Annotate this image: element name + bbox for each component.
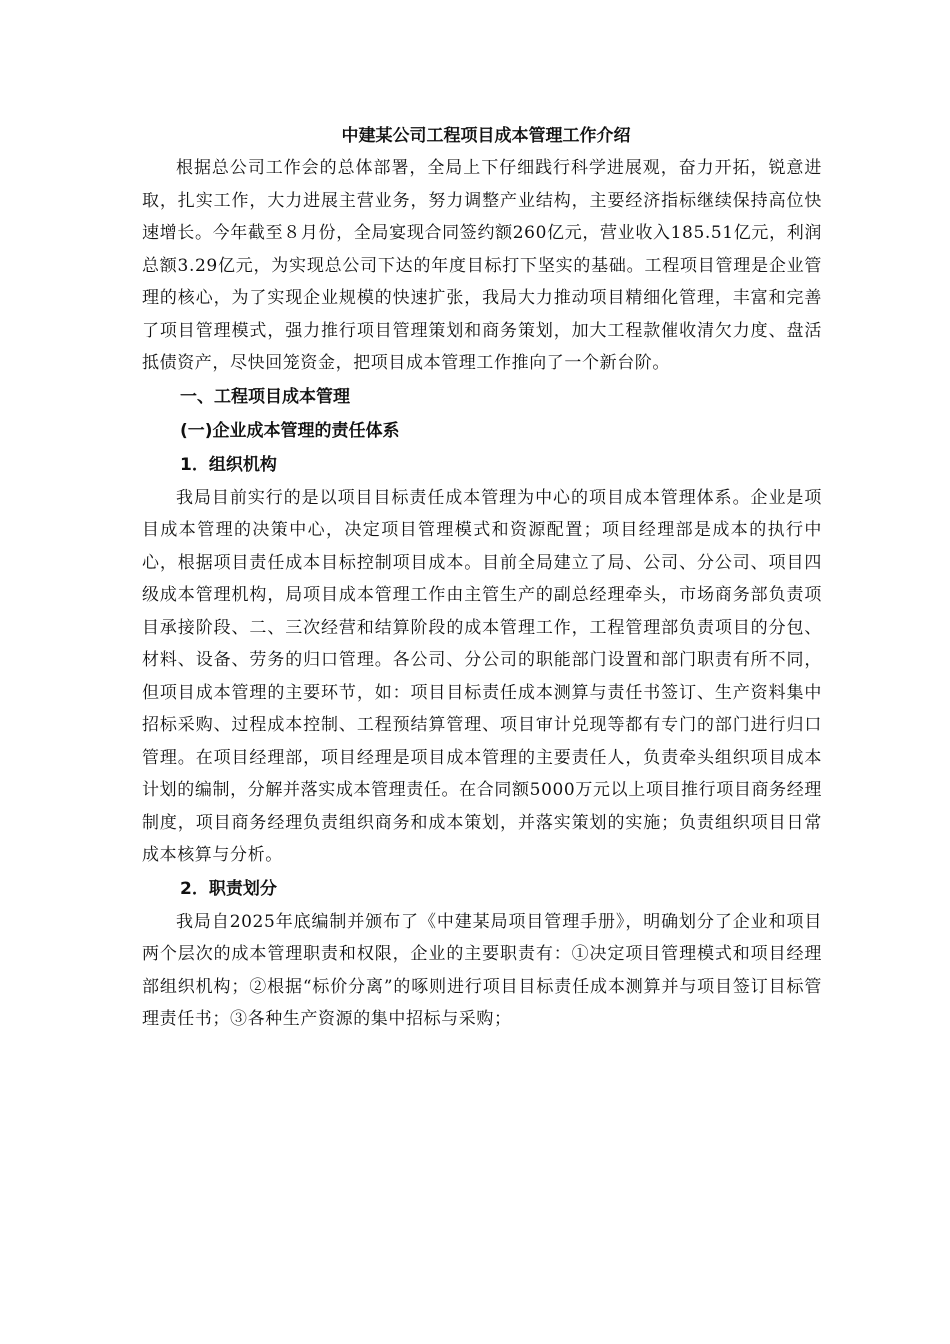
organization-paragraph: 我局目前实行的是以项目目标责任成本管理为中心的项目成本管理体系。企业是项目成本管理的决策中心，决定项目管理模式和资源配置；项目经理部是成本的执行中心，根据项目责任成本目标控制项目成本。目前全局建立了局、公司、分公司、项目四级成本管理机构，局项目成本管理工作由主管生产的副总经理牵头，市场商务部负责项目承接阶段、二、三次经营和结算阶段的成本管理工作，工程管理部负责项目的分包、材料、设备、劳务的归口管理。各公司、分公司的职能部门设置和部门职责有所不同，但项目成本管理的主要环节，如：项目目标责任成本测算与责任书签订、生产资料集中招标采购、过程成本控制、工程预结算管理、项目审计兑现等都有专门的部门进行归口管理。在项目经理部，项目经理是项目成本管理的主要责任人，负责牵头组织项目成本计划的编制，分解并落实成本管理责任。在合同额5000万元以上项目推行项目商务经理制度，项目商务经理负责组织商务和成本策划，并落实策划的实施；负责组织项目日常成本核算与分析。 xyxy=(142,487,822,865)
item-heading-organization: 1．组织机构 xyxy=(180,454,277,475)
document-page xyxy=(142,120,822,1036)
subsection-heading: (一)企业成本管理的责任体系 xyxy=(180,420,400,441)
duties-paragraph: 我局自2025年底编制并颁布了《中建某局项目管理手册》，明确划分了企业和项目两个层次的成本管理职责和权限，企业的主要职责有：①决定项目管理模式和项目经理部组织机构；②根据“标价分离”的啄则进行项目目标责任成本测算并与项目签订目标管理责任书；③各种生产资源的集中招标与采购； xyxy=(142,911,822,1029)
section-heading: 一、工程项目成本管理 xyxy=(180,386,350,407)
document-title: 中建某公司工程项目成本管理工作介绍 xyxy=(341,126,631,146)
item-heading-duties: 2．职责划分 xyxy=(180,878,277,899)
intro-paragraph: 根据总公司工作会的总体部署，全局上下仔细践行科学进展观，奋力开拓，锐意进取，扎实工作，大力进展主营业务，努力调整产业结构，主要经济指标继续保持高位快速增长。今年截至８月份，全局宴现合同签约额260亿元，营业收入185.51亿元，利润总额3.29亿元，为实现总公司下达的年度目标打下坚实的基础。工程项目管理是企业管理的核心，为了实现企业规模的快速扩张，我局大力推动项目精细化管理，丰富和完善了项目管理模式，强力推行项目管理策划和商务策划，加大工程款催收清欠力度、盘活抵债资产，尽快回笼资金，把项目成本管理工作推向了一个新台阶。 xyxy=(142,158,822,373)
